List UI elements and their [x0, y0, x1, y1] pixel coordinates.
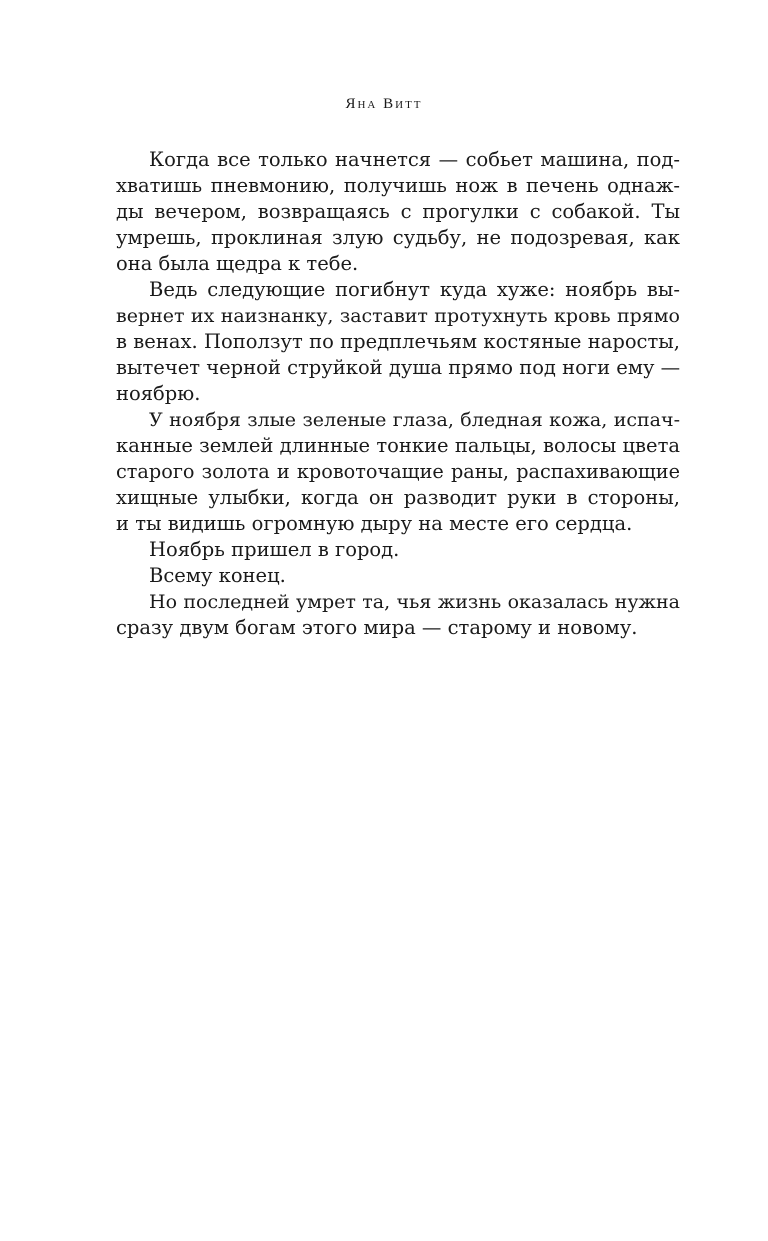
text-line: умрешь, проклиная злую судьбу, не подозревая, как [116, 226, 680, 249]
running-head-author: Яна Витт [345, 96, 423, 112]
text-line: вытечет черной струйкой душа прямо под ноги ему — [116, 356, 681, 379]
text-line: Ведь следующие погибнут куда хуже: ноябрь вы- [149, 278, 680, 301]
text-line: в венах. Поползут по предплечьям костяные наросты, [116, 330, 680, 353]
text-line: хищные улыбки, когда он разводит руки в стороны, [116, 486, 680, 509]
text-line: Когда все только начнется — собьет машина, под- [149, 148, 680, 171]
text-line: сразу двум богам этого мира — старому и новому. [116, 616, 638, 639]
text-line: вернет их наизнанку, заставит протухнуть кровь прямо [116, 305, 680, 327]
text-line: хватишь пневмонию, получишь нож в печень однаж- [116, 174, 680, 197]
text-line: и ты видишь огромную дыру на месте его сердца. [116, 512, 633, 535]
text-line: Ноябрь пришел в город. [149, 538, 400, 561]
text-line: старого золота и кровоточащие раны, распахивающие [116, 460, 680, 483]
text-line: ноябрю. [116, 382, 201, 405]
text-line: ды вечером, возвращаясь с прогулки с собакой. Ты [116, 200, 680, 223]
body-text [116, 147, 680, 641]
text-line: Но последней умрет та, чья жизнь оказалась нужна [149, 591, 680, 613]
text-line: канные землей длинные тонкие пальцы, волосы цвета [116, 434, 680, 457]
text-line: она была щедра к тебе. [116, 252, 359, 275]
text-line: У ноября злые зеленые глаза, бледная кожа, испач- [149, 409, 680, 431]
text-line: Всему конец. [149, 564, 286, 587]
